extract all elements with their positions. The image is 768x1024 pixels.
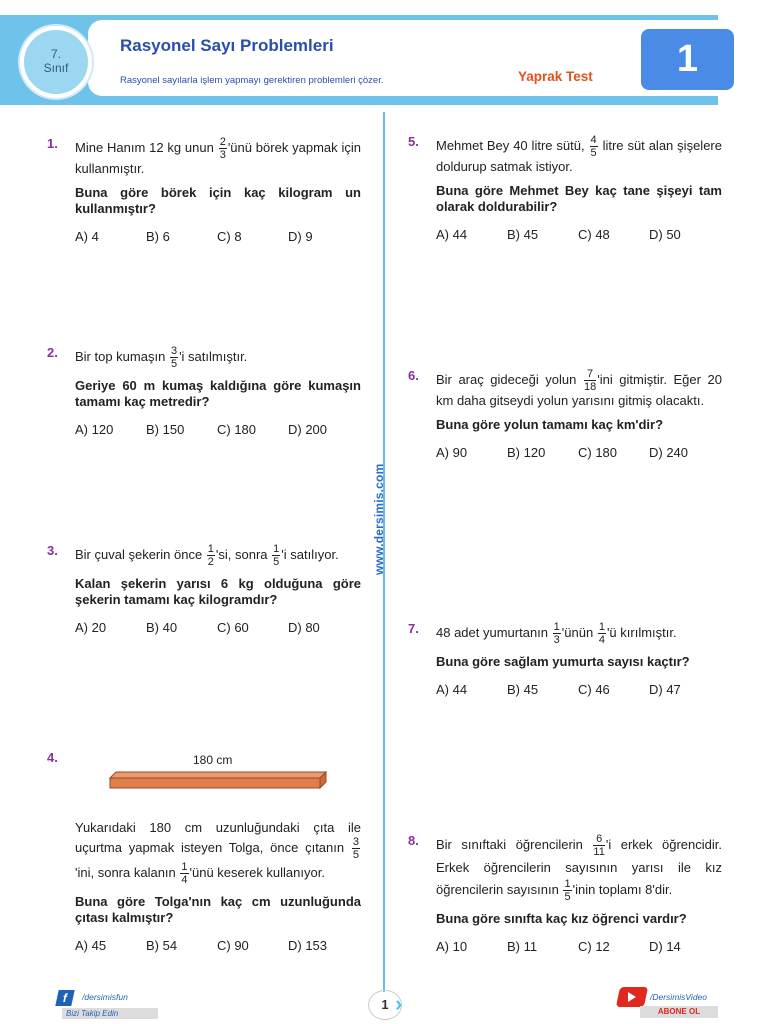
option-b[interactable]: B) 45 xyxy=(507,682,539,697)
option-d[interactable]: D) 240 xyxy=(649,445,689,460)
fraction: $\frac{1}{3}$ xyxy=(553,621,560,646)
website-link[interactable]: www.dersimis.com xyxy=(372,463,386,575)
follow-us-label: Bizi Takip Edin xyxy=(62,1008,158,1019)
answer-options xyxy=(75,229,361,245)
question-prompt: Kalan şekerin yarısı 6 kg olduğuna göre şekerin tamamı kaç kilogramdır? xyxy=(75,576,361,607)
option-b[interactable]: B) 11 xyxy=(507,939,538,954)
fraction: $\frac{1}{4}$ xyxy=(181,861,188,886)
fraction: $\frac{3}{5}$ xyxy=(170,345,178,370)
answer-options xyxy=(75,938,361,954)
option-d[interactable]: D) 9 xyxy=(288,229,313,244)
question-number: 5. xyxy=(408,134,419,149)
page-number: 1 xyxy=(368,990,402,1020)
question-text: Mehmet Bey 40 litre sütü, $\frac{4}{5}$ litre süt alan şişelere doldurup satmak istiyor. xyxy=(436,134,722,174)
option-d[interactable]: D) 200 xyxy=(288,422,328,437)
option-d[interactable]: D) 50 xyxy=(649,227,681,242)
option-c[interactable]: C) 90 xyxy=(217,938,249,953)
facebook-handle[interactable]: /dersimisfun xyxy=(82,992,128,1002)
question-text: Yukarıdaki 180 cm uzunluğundaki çıta ile uçurtma yapmak isteyen Tolga, önce çıtanın $\frac{3}{5}$ 'ini, sonra kalanın $\frac{1}{4}$ 'ünü keserek kullanıyor. xyxy=(75,820,361,886)
question-number: 7. xyxy=(408,621,419,636)
question-7 xyxy=(408,621,722,698)
option-c[interactable]: C) 180 xyxy=(217,422,257,437)
fraction: $\frac{4}{5}$ xyxy=(590,134,597,159)
page-subtitle: Rasyonel sayılarla işlem yapmayı gerektiren problemleri çözer. xyxy=(120,75,384,86)
test-type: Yaprak Test xyxy=(518,69,593,84)
answer-options xyxy=(436,939,722,955)
question-prompt: Buna göre yolun tamamı kaç km'dir? xyxy=(436,417,664,432)
option-a[interactable]: A) 45 xyxy=(75,938,107,953)
grade-label: Sınıf xyxy=(43,61,69,75)
answer-options xyxy=(436,445,722,461)
fraction: $\frac{2}{3}$ xyxy=(219,136,226,161)
fraction: $\frac{1}{4}$ xyxy=(598,621,605,646)
option-a[interactable]: A) 4 xyxy=(75,229,99,244)
question-text: Bir top kumaşın $\frac{3}{5}$ 'i satılmıştır. xyxy=(75,345,248,370)
question-1 xyxy=(47,136,361,245)
fraction: $\frac{1}{5}$ xyxy=(273,543,280,568)
option-d[interactable]: D) 153 xyxy=(288,938,328,953)
option-b[interactable]: B) 6 xyxy=(146,229,170,244)
question-prompt: Buna göre börek için kaç kilogram un kullanmıştır? xyxy=(75,185,361,216)
answer-options xyxy=(436,227,722,243)
question-number: 3. xyxy=(47,543,58,558)
question-number: 2. xyxy=(47,345,58,360)
grade-number: 7. xyxy=(50,47,61,61)
option-b[interactable]: B) 45 xyxy=(507,227,539,242)
question-3 xyxy=(47,543,361,636)
chevron-right-icon: › xyxy=(395,991,403,1016)
option-a[interactable]: A) 44 xyxy=(436,682,468,697)
option-c[interactable]: C) 12 xyxy=(578,939,610,954)
option-a[interactable]: A) 10 xyxy=(436,939,468,954)
option-a[interactable]: A) 20 xyxy=(75,620,107,635)
facebook-icon[interactable]: f xyxy=(55,990,74,1006)
youtube-handle[interactable]: /DersimisVideo xyxy=(650,992,708,1002)
fraction: $\frac{6}{11}$ xyxy=(593,833,605,858)
question-text: Bir araç gideceği yolun $\frac{7}{18}$ 'ini gitmiştir. Eğer 20 km daha gitseydi yolun yarısını gitmiş olacaktı. xyxy=(436,368,722,408)
option-c[interactable]: C) 8 xyxy=(217,229,242,244)
question-text: 48 adet yumurtanın $\frac{1}{3}$ 'ünün $\frac{1}{4}$ 'ü kırılmıştır. xyxy=(436,621,677,646)
play-icon xyxy=(628,992,636,1002)
option-a[interactable]: A) 90 xyxy=(436,445,468,460)
test-number: 1 xyxy=(641,29,734,90)
question-number: 1. xyxy=(47,136,58,151)
question-2 xyxy=(47,345,361,438)
option-c[interactable]: C) 60 xyxy=(217,620,249,635)
grade-badge xyxy=(20,26,92,98)
fraction: $\frac{7}{18}$ xyxy=(583,368,597,393)
option-b[interactable]: B) 40 xyxy=(146,620,178,635)
wooden-stick-figure xyxy=(108,768,330,790)
question-prompt: Buna göre Mehmet Bey kaç tane şişeyi tam olarak doldurabilir? xyxy=(436,183,722,214)
option-a[interactable]: A) 120 xyxy=(75,422,114,437)
question-prompt: Buna göre Tolga'nın kaç cm uzunluğunda çıtası kalmıştır? xyxy=(75,894,361,925)
option-a[interactable]: A) 44 xyxy=(436,227,468,242)
question-prompt: Buna göre sağlam yumurta sayısı kaçtır? xyxy=(436,654,690,669)
answer-options xyxy=(436,682,722,698)
option-b[interactable]: B) 150 xyxy=(146,422,185,437)
question-5 xyxy=(408,134,722,243)
question-8 xyxy=(408,833,722,955)
question-text: Bir çuval şekerin önce $\frac{1}{2}$ 'si, sonra $\frac{1}{5}$ 'i satılıyor. xyxy=(75,543,339,568)
question-number: 4. xyxy=(47,750,58,765)
question-prompt: Geriye 60 m kumaş kaldığına göre kumaşın tamamı kaç metredir? xyxy=(75,378,361,409)
option-d[interactable]: D) 80 xyxy=(288,620,320,635)
question-prompt: Buna göre sınıfta kaç kız öğrenci vardır? xyxy=(436,911,687,926)
stick-length-label: 180 cm xyxy=(193,753,233,767)
subscribe-label[interactable]: ABONE OL xyxy=(640,1006,718,1018)
option-d[interactable]: D) 14 xyxy=(649,939,681,954)
fraction: $\frac{1}{2}$ xyxy=(207,543,214,568)
question-6 xyxy=(408,368,722,461)
question-number: 8. xyxy=(408,833,419,848)
fraction: $\frac{3}{5}$ xyxy=(352,836,359,861)
answer-options xyxy=(75,422,361,438)
option-c[interactable]: C) 180 xyxy=(578,445,618,460)
question-text: Mine Hanım 12 kg unun $\frac{2}{3}$ 'ünü börek yapmak için kullanmıştır. xyxy=(75,136,361,176)
option-c[interactable]: C) 46 xyxy=(578,682,610,697)
question-text: Bir sınıftaki öğrencilerin $\frac{6}{11}$ 'i erkek öğrencidir. Erkek öğrencilerin sayısının yarısı ile kız öğrencilerin sayısının $\frac{1}{5}$ 'inin toplamı 8'dir. xyxy=(436,833,722,903)
option-c[interactable]: C) 48 xyxy=(578,227,610,242)
fraction: $\frac{1}{5}$ xyxy=(564,878,571,903)
option-b[interactable]: B) 54 xyxy=(146,938,178,953)
option-b[interactable]: B) 120 xyxy=(507,445,546,460)
answer-options xyxy=(75,620,361,636)
question-4 xyxy=(75,820,361,954)
question-number: 6. xyxy=(408,368,419,383)
option-d[interactable]: D) 47 xyxy=(649,682,681,697)
page-title: Rasyonel Sayı Problemleri xyxy=(120,36,334,55)
